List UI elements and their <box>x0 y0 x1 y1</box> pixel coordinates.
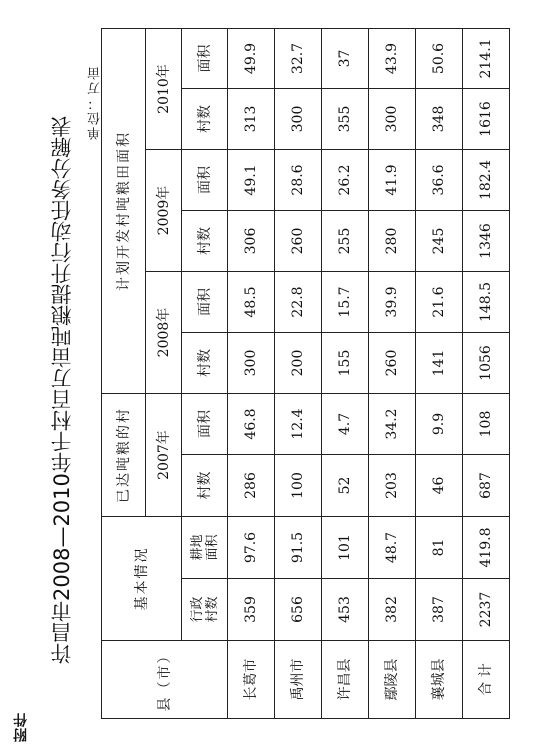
county-name: 襄城县 <box>416 641 463 719</box>
table-cell: 260 <box>369 333 416 394</box>
county-name: 鄢陵县 <box>369 641 416 719</box>
table-cell: 28.6 <box>275 150 322 211</box>
table-cell: 255 <box>322 211 369 272</box>
subcol-area: 面积 <box>182 28 228 88</box>
admin-villages-line2: 村数 <box>204 596 220 623</box>
table-cell: 286 <box>228 455 275 517</box>
table-cell: 48.5 <box>228 272 275 333</box>
subcol-area: 面积 <box>182 272 228 333</box>
year-header-2009: 2009年 <box>146 150 182 272</box>
planned-area-header: 计划开发村吨粮田面积 <box>102 28 146 393</box>
table-cell: 36.6 <box>416 150 463 211</box>
table-cell: 49.1 <box>228 150 275 211</box>
unit-label: 单位：万亩 <box>88 65 103 140</box>
table-cell: 348 <box>416 89 463 150</box>
table-cell: 203 <box>369 455 416 517</box>
table-cell: 1056 <box>463 333 510 394</box>
subcol-village-count: 村数 <box>182 89 228 150</box>
year-header-2008: 2008年 <box>146 272 182 394</box>
table-row <box>369 28 416 718</box>
header-row-1 <box>102 28 146 718</box>
header-row-3 <box>182 28 228 718</box>
task-breakdown-table <box>101 28 510 719</box>
table-cell: 300 <box>369 89 416 150</box>
county-name: 禹州市 <box>275 641 322 719</box>
table-cell: 155 <box>322 333 369 394</box>
table-cell: 22.8 <box>275 272 322 333</box>
cultivated-area-header <box>182 517 228 579</box>
table-cell: 100 <box>275 455 322 517</box>
table-cell: 200 <box>275 333 322 394</box>
table-row <box>322 28 369 718</box>
table-cell: 313 <box>228 89 275 150</box>
table-cell: 39.9 <box>369 272 416 333</box>
table-cell: 245 <box>416 211 463 272</box>
table-body <box>228 28 510 718</box>
table-cell: 4.7 <box>322 394 369 455</box>
table-cell: 91.5 <box>275 517 322 579</box>
county-name: 许昌县 <box>322 641 369 719</box>
table-cell: 41.9 <box>369 150 416 211</box>
table-cell: 46 <box>416 455 463 517</box>
table-cell: 453 <box>322 579 369 641</box>
table-cell: 141 <box>416 333 463 394</box>
table-cell: 306 <box>228 211 275 272</box>
table-cell: 12.4 <box>275 394 322 455</box>
year-header-2007: 2007年 <box>146 394 182 517</box>
county-header: 县（市） <box>102 641 228 719</box>
admin-villages-header <box>182 579 228 641</box>
table-cell: 52 <box>322 455 369 517</box>
attachment-label: 附件 <box>13 712 29 742</box>
table-cell: 280 <box>369 211 416 272</box>
admin-villages-line1: 行政 <box>189 596 205 623</box>
table-cell: 34.2 <box>369 394 416 455</box>
table-cell: 81 <box>416 517 463 579</box>
subcol-area: 面积 <box>182 394 228 455</box>
basic-info-header: 基本情况 <box>102 517 182 641</box>
table-cell: 148.5 <box>463 272 510 333</box>
table-cell: 26.2 <box>322 150 369 211</box>
table-container <box>101 29 509 719</box>
table-cell: 419.8 <box>463 517 510 579</box>
table-row <box>463 28 510 718</box>
table-cell: 101 <box>322 517 369 579</box>
subcol-village-count: 村数 <box>182 333 228 394</box>
table-cell: 50.6 <box>416 28 463 88</box>
table-cell: 2237 <box>463 579 510 641</box>
table-cell: 46.8 <box>228 394 275 455</box>
table-cell: 300 <box>275 89 322 150</box>
table-cell: 387 <box>416 579 463 641</box>
table-cell: 382 <box>369 579 416 641</box>
table-cell: 1346 <box>463 211 510 272</box>
cultivated-area-line2: 面积 <box>204 534 220 561</box>
table-cell: 182.4 <box>463 150 510 211</box>
table-cell: 1616 <box>463 89 510 150</box>
achieved-villages-header: 已达吨粮的村 <box>102 394 146 517</box>
table-cell: 32.7 <box>275 28 322 88</box>
county-name: 合 计 <box>463 641 510 719</box>
subcol-village-count: 村数 <box>182 455 228 517</box>
cultivated-area-line1: 耕地 <box>189 534 205 561</box>
table-cell: 108 <box>463 394 510 455</box>
table-cell: 37 <box>322 28 369 88</box>
table-cell: 214.1 <box>463 28 510 88</box>
table-cell: 48.7 <box>369 517 416 579</box>
table-row <box>275 28 322 718</box>
table-cell: 359 <box>228 579 275 641</box>
table-cell: 300 <box>228 333 275 394</box>
table-cell: 355 <box>322 89 369 150</box>
table-cell: 260 <box>275 211 322 272</box>
subcol-area: 面积 <box>182 150 228 211</box>
table-cell: 9.9 <box>416 394 463 455</box>
table-cell: 21.6 <box>416 272 463 333</box>
table-cell: 687 <box>463 455 510 517</box>
table-cell: 43.9 <box>369 28 416 88</box>
year-header-2010: 2010年 <box>146 28 182 149</box>
county-name: 长葛市 <box>228 641 275 719</box>
table-row <box>228 28 275 718</box>
table-cell: 15.7 <box>322 272 369 333</box>
subcol-village-count: 村数 <box>182 211 228 272</box>
table-row <box>416 28 463 718</box>
table-cell: 97.6 <box>228 517 275 579</box>
document-title: 许昌市2008—2010年千村百万亩吨粮提升行动任务分解表 <box>50 116 74 664</box>
table-cell: 49.9 <box>228 28 275 88</box>
table-cell: 656 <box>275 579 322 641</box>
